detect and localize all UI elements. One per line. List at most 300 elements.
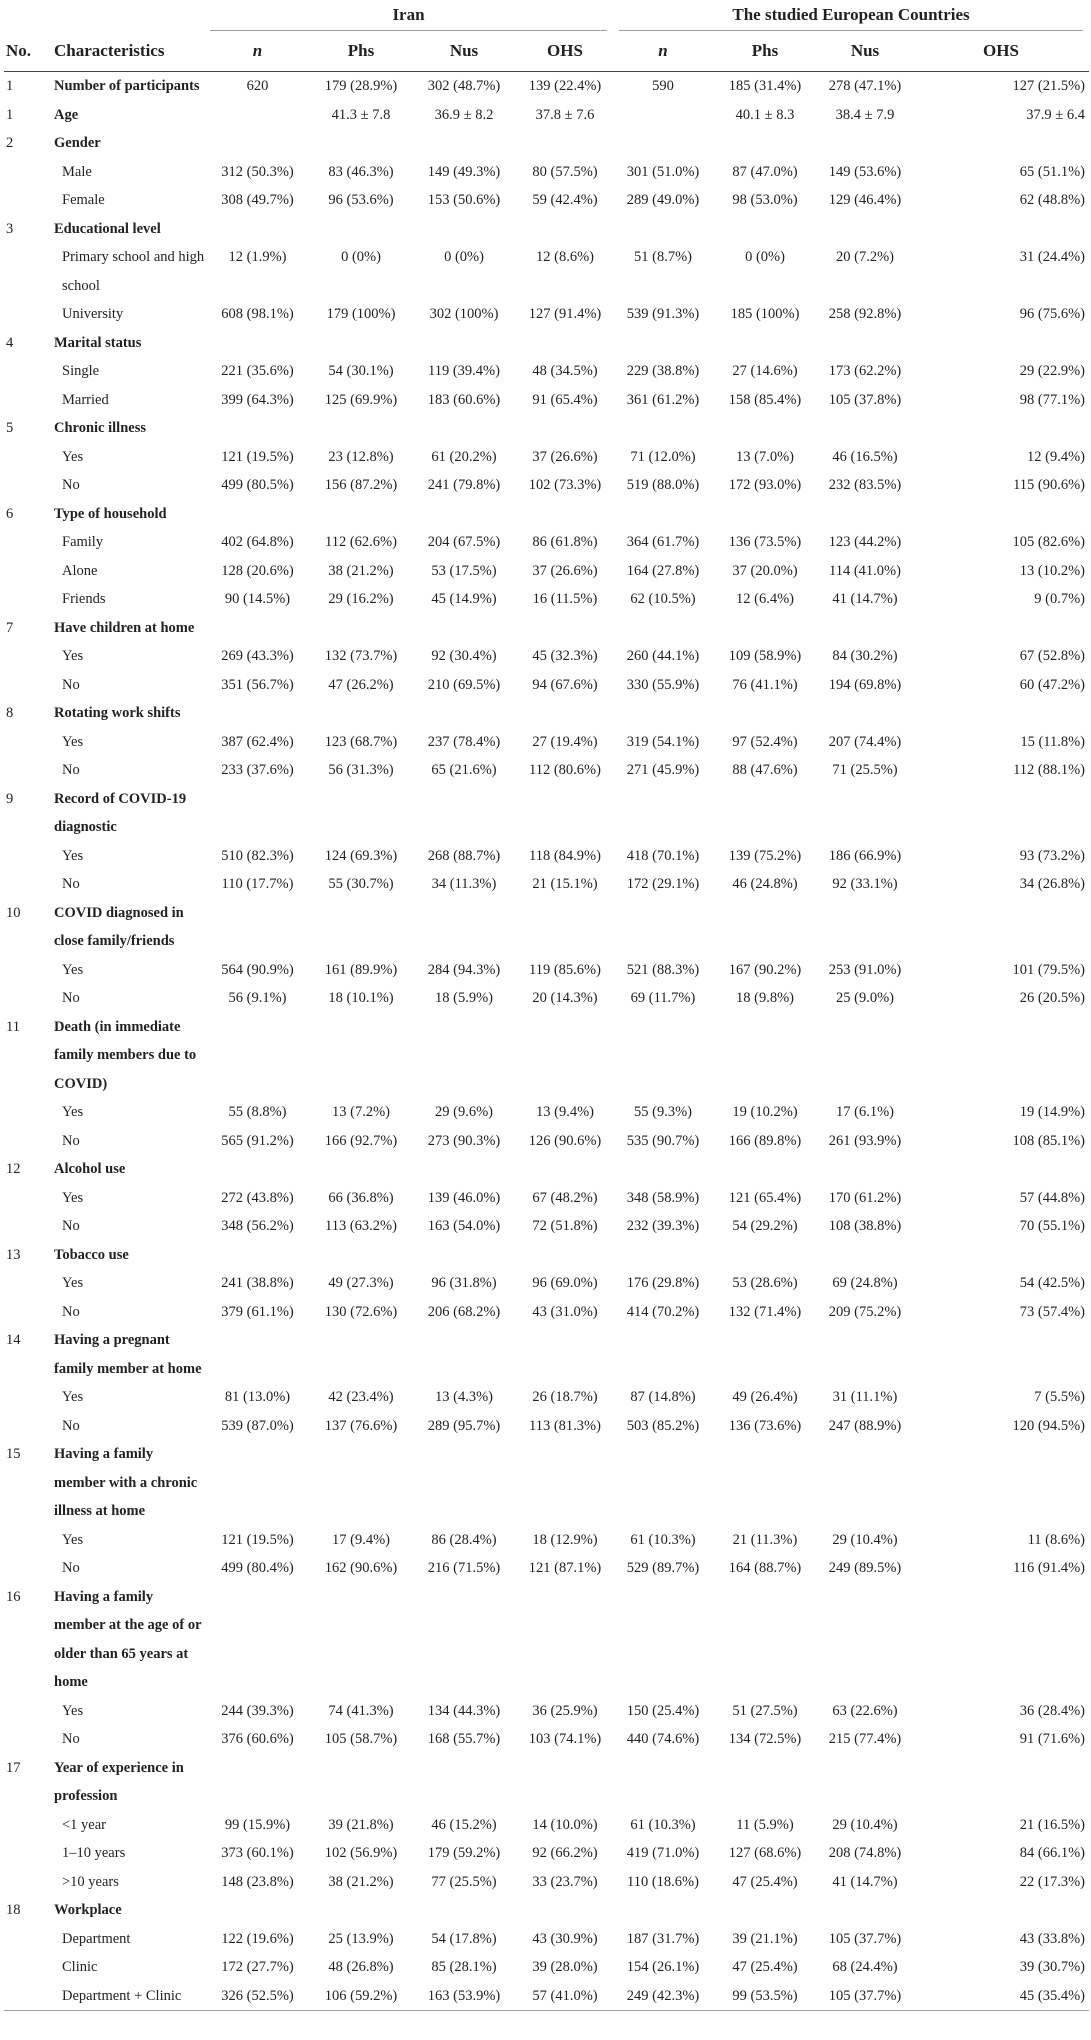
cell-europe-nus xyxy=(817,129,913,158)
cell-europe-nus: 123 (44.2%) xyxy=(828,534,902,550)
table-row xyxy=(4,528,1089,557)
category-row xyxy=(4,1640,1089,1669)
cell-iran-n xyxy=(204,1583,311,1612)
table-row xyxy=(4,443,1089,472)
row-number xyxy=(4,386,52,415)
cell-iran-phs xyxy=(311,1041,411,1070)
category-label: Rotating work shifts xyxy=(54,705,181,721)
table-row xyxy=(4,471,1089,500)
table-row xyxy=(4,728,1089,757)
row-number xyxy=(4,1725,52,1754)
cell-europe-n: 521 (88.3%) xyxy=(626,961,700,978)
cell-europe-phs xyxy=(713,414,817,443)
cell-europe-phs xyxy=(713,813,817,842)
cell-iran-ohs xyxy=(517,1640,613,1669)
cell-iran-nus: 210 (69.5%) xyxy=(427,676,501,693)
cell-europe-n: 440 (74.6%) xyxy=(626,1731,700,1747)
cell-iran-nus xyxy=(411,1583,517,1612)
subcategory-label: University xyxy=(62,306,124,322)
cell-europe-ohs xyxy=(913,1041,1089,1070)
cell-iran-n: 121 (19.5%) xyxy=(221,1531,294,1548)
cell-europe-phs: 87 (47.0%) xyxy=(732,163,798,180)
category-row xyxy=(4,1583,1089,1612)
group-header-europe-label: The studied European Countries xyxy=(619,0,1083,31)
cell-europe-ohs: 62 (48.8%) xyxy=(1019,192,1086,208)
row-number xyxy=(4,1497,52,1526)
cell-europe-phs: 172 (93.0%) xyxy=(728,477,802,493)
cell-iran-ohs: 96 (69.0%) xyxy=(532,1275,598,1291)
cell-iran-nus xyxy=(411,129,517,158)
cell-europe-ohs: 116 (91.4%) xyxy=(1013,1560,1086,1576)
cell-europe-phs xyxy=(713,1640,817,1669)
cell-iran-ohs: 18 (12.9%) xyxy=(532,1531,598,1548)
cell-iran-nus: 46 (15.2%) xyxy=(431,1816,497,1833)
category-row xyxy=(4,500,1089,529)
category-row xyxy=(4,927,1089,956)
cell-europe-n: 419 (71.0%) xyxy=(626,1845,700,1861)
cell-iran-ohs xyxy=(517,1754,613,1783)
cell-europe-nus xyxy=(817,1611,913,1640)
row-number xyxy=(4,984,52,1013)
table-row xyxy=(4,243,1089,272)
cell-iran-nus: 139 (46.0%) xyxy=(427,1189,501,1206)
cell-europe-nus xyxy=(817,1326,913,1355)
cell-europe-phs: 134 (72.5%) xyxy=(728,1731,802,1747)
row-number xyxy=(4,671,52,700)
cell-europe-ohs xyxy=(913,414,1089,443)
cell-europe-n: 539 (91.3%) xyxy=(626,306,700,322)
cell-europe-ohs: 54 (42.5%) xyxy=(1019,1275,1086,1291)
cell-europe-nus: 68 (24.4%) xyxy=(832,1959,898,1975)
cell-iran-ohs: 113 (81.3%) xyxy=(529,1417,601,1434)
cell-europe-nus: 207 (74.4%) xyxy=(828,733,902,750)
cell-europe-nus xyxy=(817,1355,913,1384)
cell-europe-nus xyxy=(817,272,913,301)
row-number xyxy=(4,1811,52,1840)
cell-europe-n xyxy=(613,899,713,928)
subcategory-label: Primary school and high xyxy=(62,249,204,265)
cell-iran-phs: 161 (89.9%) xyxy=(324,961,398,978)
cell-iran-nus xyxy=(411,927,517,956)
cell-europe-n xyxy=(613,1241,713,1270)
row-number xyxy=(4,158,52,187)
cell-iran-ohs: 14 (10.0%) xyxy=(532,1816,598,1833)
cell-europe-nus xyxy=(817,500,913,529)
cell-iran-n: 565 (91.2%) xyxy=(221,1132,294,1149)
category-label: Marital status xyxy=(54,334,142,351)
cell-iran-n xyxy=(204,1013,311,1042)
cell-iran-n: 272 (43.8%) xyxy=(221,1189,294,1206)
cell-europe-n: 260 (44.1%) xyxy=(626,648,700,664)
cell-iran-n xyxy=(204,1896,311,1925)
cell-iran-nus xyxy=(411,272,517,301)
cell-europe-ohs xyxy=(913,1896,1089,1925)
subcategory-label: No xyxy=(62,990,80,1006)
cell-europe-ohs xyxy=(913,614,1089,643)
cell-iran-phs xyxy=(311,1896,411,1925)
cell-iran-ohs: 126 (90.6%) xyxy=(528,1132,602,1149)
cell-iran-n xyxy=(204,1754,311,1783)
cell-iran-ohs: 20 (14.3%) xyxy=(532,990,598,1006)
cell-europe-ohs xyxy=(913,1326,1089,1355)
subcategory-label: Yes xyxy=(62,1702,84,1719)
cell-iran-nus xyxy=(411,899,517,928)
subcategory-label: No xyxy=(62,1303,80,1320)
row-number: 13 xyxy=(6,1246,21,1263)
category-row xyxy=(4,414,1089,443)
cell-europe-phs: 109 (58.9%) xyxy=(728,648,802,664)
cell-europe-nus: 278 (47.1%) xyxy=(828,78,902,94)
cell-europe-phs: 37 (20.0%) xyxy=(732,562,798,579)
cell-europe-ohs: 36 (28.4%) xyxy=(1019,1702,1086,1719)
cell-europe-nus xyxy=(817,1668,913,1697)
cell-iran-n xyxy=(204,1041,311,1070)
cell-iran-ohs xyxy=(517,1469,613,1498)
cell-europe-n: 164 (27.8%) xyxy=(626,562,700,579)
cell-europe-n xyxy=(613,614,713,643)
cell-europe-nus xyxy=(817,1782,913,1811)
cell-iran-phs xyxy=(311,1355,411,1384)
subcategory-label: Yes xyxy=(62,648,84,664)
characteristics-table xyxy=(4,0,1089,2011)
cell-iran-nus: 163 (54.0%) xyxy=(427,1218,501,1234)
cell-europe-ohs xyxy=(913,215,1089,244)
cell-europe-n: 361 (61.2%) xyxy=(626,391,700,408)
row-number: 3 xyxy=(6,220,14,237)
cell-europe-nus: 215 (77.4%) xyxy=(828,1731,902,1747)
cell-europe-n: 535 (90.7%) xyxy=(626,1132,700,1149)
cell-europe-nus: 69 (24.8%) xyxy=(832,1275,898,1291)
cell-europe-phs: 11 (5.9%) xyxy=(736,1816,794,1833)
subcategory-label: Yes xyxy=(62,847,84,864)
cell-europe-n: 503 (85.2%) xyxy=(626,1417,700,1434)
cell-iran-nus xyxy=(411,414,517,443)
cell-iran-nus xyxy=(411,1896,517,1925)
cell-europe-n xyxy=(613,329,713,358)
row-number xyxy=(4,1953,52,1982)
cell-iran-nus: 216 (71.5%) xyxy=(427,1560,501,1576)
cell-europe-phs xyxy=(713,1041,817,1070)
group-header-iran-label: Iran xyxy=(210,0,607,31)
category-label: older than 65 years at xyxy=(54,1645,189,1662)
cell-europe-phs: 46 (24.8%) xyxy=(732,876,798,892)
cell-europe-nus xyxy=(817,1440,913,1469)
category-label: Have children at home xyxy=(54,619,195,636)
cell-europe-ohs xyxy=(913,272,1089,301)
subcategory-label: Yes xyxy=(62,1531,84,1548)
cell-europe-phs: 13 (7.0%) xyxy=(736,448,794,465)
cell-iran-phs xyxy=(311,1782,411,1811)
row-number xyxy=(4,357,52,386)
cell-iran-ohs xyxy=(517,1611,613,1640)
column-header-iran-n: n xyxy=(204,31,311,72)
category-row xyxy=(4,785,1089,814)
cell-iran-ohs: 27 (19.4%) xyxy=(532,733,598,750)
cell-europe-ohs xyxy=(913,1782,1089,1811)
cell-iran-n: 233 (37.6%) xyxy=(221,762,294,778)
subcategory-label: Yes xyxy=(62,1104,84,1120)
cell-iran-nus: 119 (39.4%) xyxy=(428,363,500,379)
cell-iran-n xyxy=(204,414,311,443)
row-number: 1 xyxy=(6,106,14,123)
cell-europe-phs xyxy=(713,899,817,928)
row-number xyxy=(4,300,52,329)
cell-europe-ohs: 101 (79.5%) xyxy=(1012,961,1086,978)
cell-europe-phs: 47 (25.4%) xyxy=(732,1959,798,1975)
category-row xyxy=(4,1013,1089,1042)
cell-europe-phs xyxy=(713,1668,817,1697)
cell-iran-ohs xyxy=(517,1041,613,1070)
cell-europe-n xyxy=(613,1155,713,1184)
category-row xyxy=(4,1497,1089,1526)
cell-iran-ohs xyxy=(517,1155,613,1184)
cell-iran-n: 12 (1.9%) xyxy=(228,249,287,265)
cell-europe-ohs: 39 (30.7%) xyxy=(1019,1959,1086,1975)
category-label: close family/friends xyxy=(54,933,175,949)
cell-iran-nus xyxy=(411,1754,517,1783)
cell-europe-phs: 97 (52.4%) xyxy=(732,733,798,750)
column-header-row xyxy=(4,31,1089,72)
cell-europe-nus xyxy=(817,1469,913,1498)
cell-iran-n: 376 (60.6%) xyxy=(221,1731,294,1747)
cell-iran-nus xyxy=(411,1497,517,1526)
cell-iran-phs xyxy=(311,699,411,728)
cell-iran-phs xyxy=(311,329,411,358)
subcategory-label: No xyxy=(62,1731,80,1747)
cell-europe-phs: 88 (47.6%) xyxy=(732,762,798,778)
cell-iran-phs: 38 (21.2%) xyxy=(328,1873,394,1890)
cell-iran-ohs: 13 (9.4%) xyxy=(536,1104,594,1120)
cell-europe-ohs: 108 (85.1%) xyxy=(1012,1132,1086,1149)
cell-iran-n: 148 (23.8%) xyxy=(221,1873,294,1890)
cell-europe-n xyxy=(613,1355,713,1384)
table-row xyxy=(4,272,1089,301)
row-number xyxy=(4,528,52,557)
cell-europe-nus: 63 (22.6%) xyxy=(832,1702,898,1719)
subcategory-label: Clinic xyxy=(62,1959,98,1975)
cell-iran-phs: 48 (26.8%) xyxy=(328,1959,394,1975)
subcategory-label: Single xyxy=(62,363,100,379)
cell-iran-nus: 77 (25.5%) xyxy=(431,1873,497,1890)
cell-iran-n xyxy=(204,1611,311,1640)
cell-europe-ohs xyxy=(913,329,1089,358)
cell-europe-nus: 29 (10.4%) xyxy=(832,1531,898,1548)
category-label: family member at home xyxy=(54,1360,202,1377)
cell-iran-phs: 106 (59.2%) xyxy=(311,1982,411,2011)
cell-iran-nus xyxy=(411,329,517,358)
cell-europe-nus xyxy=(817,1070,913,1099)
cell-europe-ohs xyxy=(913,1497,1089,1526)
row-number: 2 xyxy=(6,135,14,151)
category-label: family members due to xyxy=(54,1047,197,1063)
category-row xyxy=(4,101,1089,130)
cell-iran-nus: 34 (11.3%) xyxy=(431,876,497,892)
cell-iran-phs: 47 (26.2%) xyxy=(328,676,394,693)
cell-europe-nus xyxy=(817,813,913,842)
cell-europe-phs: 98 (53.0%) xyxy=(732,192,798,208)
cell-europe-nus xyxy=(817,1640,913,1669)
group-header-iran xyxy=(204,0,613,31)
cell-iran-n: 348 (56.2%) xyxy=(221,1218,294,1234)
cell-iran-phs: 13 (7.2%) xyxy=(332,1104,390,1120)
row-number xyxy=(4,243,52,272)
cell-iran-ohs xyxy=(517,1896,613,1925)
cell-europe-n xyxy=(613,414,713,443)
category-row xyxy=(4,699,1089,728)
cell-iran-nus xyxy=(411,1155,517,1184)
category-row xyxy=(4,215,1089,244)
cell-iran-phs xyxy=(311,1070,411,1099)
cell-iran-ohs: 67 (48.2%) xyxy=(532,1189,598,1206)
cell-iran-n: 399 (64.3%) xyxy=(221,391,294,408)
category-label: Educational level xyxy=(54,220,161,237)
cell-iran-nus: 65 (21.6%) xyxy=(431,762,497,778)
cell-iran-ohs: 91 (65.4%) xyxy=(532,391,598,408)
cell-europe-nus xyxy=(817,899,913,928)
table-row xyxy=(4,1554,1089,1583)
cell-europe-n xyxy=(613,813,713,842)
cell-iran-ohs xyxy=(517,1583,613,1612)
cell-iran-ohs xyxy=(517,1326,613,1355)
cell-iran-phs: 41.3 ± 7.8 xyxy=(331,106,391,123)
cell-iran-nus: 36.9 ± 8.2 xyxy=(434,106,494,123)
cell-europe-nus: 38.4 ± 7.9 xyxy=(835,106,895,123)
row-number xyxy=(4,1184,52,1213)
cell-europe-phs: 40.1 ± 8.3 xyxy=(735,106,795,123)
row-number xyxy=(4,585,52,614)
cell-europe-ohs: 29 (22.9%) xyxy=(1019,363,1086,379)
cell-europe-n xyxy=(613,1440,713,1469)
cell-europe-ohs xyxy=(913,1241,1089,1270)
row-number xyxy=(4,870,52,899)
category-label: Number of participants xyxy=(54,78,200,94)
cell-europe-nus xyxy=(817,1497,913,1526)
cell-europe-nus: 173 (62.2%) xyxy=(828,363,902,379)
cell-europe-ohs: 21 (16.5%) xyxy=(1019,1816,1086,1833)
row-number xyxy=(4,471,52,500)
cell-iran-ohs xyxy=(517,699,613,728)
cell-europe-nus xyxy=(817,1155,913,1184)
cell-europe-phs: 185 (100%) xyxy=(730,306,800,322)
cell-europe-phs: 167 (90.2%) xyxy=(728,961,802,978)
cell-europe-nus: 105 (37.7%) xyxy=(828,1930,902,1947)
cell-iran-ohs: 80 (57.5%) xyxy=(532,163,598,180)
cell-europe-n: 62 (10.5%) xyxy=(630,591,696,607)
cell-iran-nus xyxy=(411,699,517,728)
cell-europe-n xyxy=(613,1497,713,1526)
cell-europe-nus xyxy=(817,414,913,443)
cell-europe-phs: 19 (10.2%) xyxy=(732,1104,798,1120)
cell-europe-n: 348 (58.9%) xyxy=(626,1189,700,1206)
row-number: 17 xyxy=(6,1759,21,1776)
category-label: Death (in immediate xyxy=(54,1018,181,1035)
cell-europe-phs xyxy=(713,927,817,956)
subcategory-label: <1 year xyxy=(62,1816,107,1833)
cell-iran-n: 241 (38.8%) xyxy=(221,1275,294,1291)
cell-iran-n: 221 (35.6%) xyxy=(221,363,294,379)
category-label: Gender xyxy=(54,135,101,151)
row-number xyxy=(4,1554,52,1583)
table-row xyxy=(4,1839,1089,1868)
cell-iran-phs: 23 (12.8%) xyxy=(328,448,394,465)
cell-europe-n xyxy=(613,215,713,244)
cell-iran-ohs: 43 (30.9%) xyxy=(532,1930,598,1947)
column-header-iran-phs: Phs xyxy=(311,31,411,72)
cell-iran-n: 244 (39.3%) xyxy=(221,1702,294,1719)
cell-europe-phs: 99 (53.5%) xyxy=(713,1982,817,2011)
cell-iran-nus xyxy=(411,1668,517,1697)
cell-europe-phs xyxy=(713,1782,817,1811)
subcategory-label: Yes xyxy=(62,1389,84,1405)
cell-europe-ohs: 73 (57.4%) xyxy=(1019,1303,1086,1320)
cell-europe-phs: 49 (26.4%) xyxy=(732,1389,798,1405)
cell-europe-n xyxy=(613,699,713,728)
row-number: 12 xyxy=(6,1161,21,1177)
table-row xyxy=(4,1925,1089,1954)
cell-iran-nus: 54 (17.8%) xyxy=(431,1930,497,1947)
cell-europe-n: 61 (10.3%) xyxy=(630,1816,696,1833)
cell-iran-nus xyxy=(411,1070,517,1099)
row-number: 6 xyxy=(6,505,14,522)
cell-iran-phs: 105 (58.7%) xyxy=(324,1731,398,1747)
cell-iran-n xyxy=(204,1668,311,1697)
cell-iran-ohs xyxy=(517,813,613,842)
subcategory-label: Male xyxy=(62,163,92,180)
cell-iran-n xyxy=(204,813,311,842)
category-row xyxy=(4,72,1089,101)
row-number: 10 xyxy=(6,904,21,921)
cell-iran-phs: 162 (90.6%) xyxy=(324,1560,398,1576)
row-number xyxy=(4,1127,52,1156)
table-row xyxy=(4,956,1089,985)
cell-europe-phs xyxy=(713,614,817,643)
cell-iran-n xyxy=(204,1355,311,1384)
category-row xyxy=(4,1440,1089,1469)
cell-europe-ohs xyxy=(913,899,1089,928)
cell-iran-phs: 112 (62.6%) xyxy=(325,534,397,550)
category-row xyxy=(4,614,1089,643)
category-row xyxy=(4,899,1089,928)
cell-iran-phs xyxy=(311,1640,411,1669)
cell-europe-phs: 12 (6.4%) xyxy=(736,591,794,607)
cell-iran-phs: 83 (46.3%) xyxy=(328,163,394,180)
cell-europe-n xyxy=(613,1326,713,1355)
cell-iran-nus: 237 (78.4%) xyxy=(427,733,501,750)
cell-europe-phs xyxy=(713,1896,817,1925)
cell-europe-nus: 71 (25.5%) xyxy=(832,762,898,778)
cell-iran-nus: 179 (59.2%) xyxy=(427,1845,501,1861)
cell-europe-n xyxy=(613,1640,713,1669)
subcategory-label: Yes xyxy=(62,1189,84,1206)
row-number xyxy=(4,1383,52,1412)
row-number: 1 xyxy=(6,78,14,94)
cell-iran-ohs: 36 (25.9%) xyxy=(532,1702,598,1719)
cell-iran-nus: 206 (68.2%) xyxy=(427,1303,501,1320)
cell-europe-ohs: 15 (11.8%) xyxy=(1020,733,1086,750)
category-label: home xyxy=(54,1674,88,1690)
table-row xyxy=(4,186,1089,215)
cell-iran-phs xyxy=(311,129,411,158)
cell-iran-phs xyxy=(311,1469,411,1498)
cell-europe-ohs: 127 (21.5%) xyxy=(1012,78,1086,94)
cell-europe-n: 61 (10.3%) xyxy=(630,1531,696,1548)
cell-europe-ohs xyxy=(913,699,1089,728)
cell-europe-n: 229 (38.8%) xyxy=(626,363,700,379)
cell-iran-ohs xyxy=(517,1241,613,1270)
cell-europe-phs xyxy=(713,272,817,301)
cell-iran-ohs xyxy=(517,215,613,244)
cell-europe-ohs xyxy=(913,1440,1089,1469)
